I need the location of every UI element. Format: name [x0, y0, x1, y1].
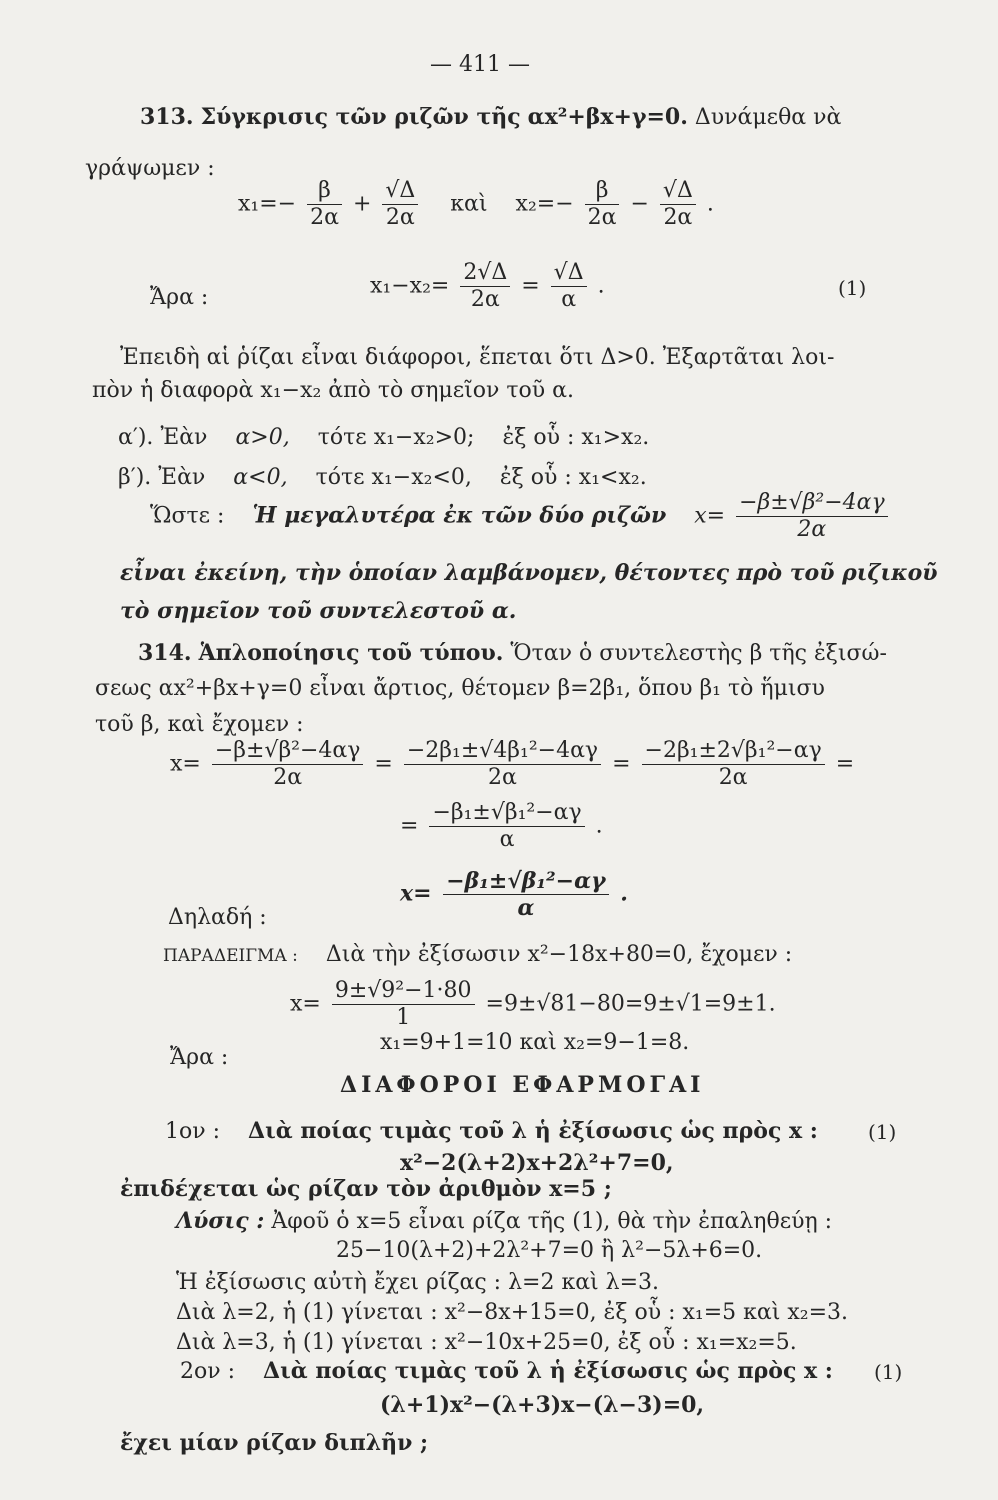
denominator: α — [499, 827, 515, 852]
section-lead: Δυνάμεθα νὰ — [694, 105, 842, 130]
case-if: Ἐὰν — [160, 425, 208, 450]
question-label: 1ον : — [165, 1119, 221, 1144]
x-equals: x= — [400, 880, 432, 907]
numerator: 9±√9²−1·80 — [332, 978, 475, 1005]
solution-label: Λύσις : — [176, 1208, 265, 1234]
conclusion-label: Ὥστε : — [150, 503, 225, 529]
paragraph-line: Ἐπειδὴ αἱ ῥίζαι εἶναι διάφοροι, ἕπεται ὅτι Δ>0. Ἐξαρτᾶται λοι- — [120, 345, 835, 370]
section-number: 314. — [138, 640, 192, 666]
page-number: — 411 — — [430, 52, 530, 77]
case-if: Ἐὰν — [158, 465, 206, 490]
paragraph-line: σεως αx²+βx+γ=0 εἶναι ἄρτιος, θέτομεν β=2β₁, ὅπου β₁ τὸ ἥμισυ — [95, 676, 825, 701]
fraction — [332, 978, 475, 1031]
denominator: α — [517, 895, 535, 921]
fraction — [212, 738, 364, 791]
word-kai: καὶ — [450, 191, 488, 217]
numerator: −β₁±√β₁²−αγ — [443, 868, 608, 895]
numerator: β — [585, 178, 620, 205]
simplified-formula-line — [400, 868, 628, 921]
x1-lhs: x₁=− — [238, 191, 297, 217]
fraction — [585, 178, 620, 231]
period: . — [595, 813, 603, 839]
case-condition: α>0, — [235, 425, 290, 450]
section-title: Ἁπλοποίησις τοῦ τύπου. — [198, 640, 504, 666]
numerator: √Δ — [382, 178, 418, 205]
numerator: 2√Δ — [460, 260, 510, 287]
section-lead-line2: γράψωμεν : — [85, 156, 215, 181]
equals-sign: = — [835, 751, 855, 777]
section-314-heading — [138, 640, 887, 667]
conclusion-line3: τὸ σημεῖον τοῦ συντελεστοῦ α. — [120, 598, 517, 624]
question-text: Διὰ ποίας τιμὰς τοῦ λ ἡ ἐξίσωσις ὡς πρὸς x : — [248, 1118, 818, 1144]
period: . — [620, 880, 628, 907]
question-text: Διὰ ποίας τιμὰς τοῦ λ ἡ ἐξίσωσις ὡς πρὸς x : — [263, 1358, 833, 1384]
conclusion-line2: εἶναι ἐκείνη, τὴν ὁποίαν λαμβάνομεν, θέτοντες πρὸ τοῦ ριζικοῦ — [120, 560, 938, 586]
question-label: 2ον : — [180, 1359, 236, 1384]
question-1-tail: ἐπιδέχεται ὡς ρίζαν τὸν ἀριθμὸν x=5 ; — [120, 1176, 612, 1202]
solution-case-1: Διὰ λ=2, ἡ (1) γίνεται : x²−8x+15=0, ἐξ οὗ : x₁=5 καὶ x₂=3. — [176, 1300, 849, 1325]
solution-equation: 25−10(λ+2)+2λ²+7=0 ἢ λ²−5λ+6=0. — [336, 1238, 763, 1263]
numerator: −β±√β²−4αγ — [212, 738, 364, 765]
solution-case-2: Διὰ λ=3, ἡ (1) γίνεται : x²−10x+25=0, ἐξ οὗ : x₁=x₂=5. — [176, 1330, 797, 1355]
x2-lhs: x₂=− — [515, 191, 574, 217]
example-text: Διὰ τὴν ἐξίσωσιν x²−18x+80=0, ἔχομεν : — [325, 942, 793, 967]
example-line — [163, 942, 792, 969]
fraction — [660, 178, 696, 231]
denominator: 2α — [470, 287, 500, 312]
section-equation: αx²+βx+γ=0. — [527, 104, 688, 130]
fraction — [382, 178, 418, 231]
section-text: Ὅταν ὁ συντελεστὴς β τῆς ἐξισώ- — [510, 641, 887, 666]
case-a-line — [118, 425, 649, 451]
question-2-tail: ἔχει μίαν ρίζαν διπλῆν ; — [120, 1430, 429, 1456]
period: . — [597, 273, 605, 299]
case-then: τότε x₁−x₂<0, — [315, 465, 472, 490]
conclusion-text: Ἡ μεγαλυτέρα ἐκ τῶν δύο ριζῶν — [252, 502, 667, 529]
numerator: −2β₁±2√β₁²−αγ — [642, 738, 825, 765]
solution-roots: Ἡ ἐξίσωσις αὐτὴ ἔχει ρίζας : λ=2 καὶ λ=3. — [176, 1270, 660, 1295]
section-number: 313. — [140, 104, 194, 130]
minus-sign: − — [630, 191, 649, 217]
numerator: √Δ — [551, 260, 587, 287]
question-2-line — [180, 1358, 833, 1385]
example-label: ΠΑΡΑΔΕΙΓΜΑ : — [163, 946, 298, 966]
solution-line — [176, 1208, 832, 1235]
diladi-label: Δηλαδή : — [168, 905, 267, 930]
equation-tag: (1) — [874, 1360, 903, 1384]
fraction — [736, 490, 888, 543]
x-equals: x= — [290, 991, 321, 1017]
denominator: 2α — [385, 205, 415, 230]
denominator: 2α — [587, 205, 617, 230]
equation-tag: (1) — [868, 1120, 897, 1144]
case-b-line — [118, 465, 647, 491]
question-2-equation: (λ+1)x²−(λ+3)x−(λ−3)=0, — [380, 1392, 705, 1418]
case-result: ἐξ οὗ : x₁>x₂. — [502, 425, 650, 450]
fraction — [429, 800, 584, 853]
case-then: τότε x₁−x₂>0; — [317, 425, 475, 450]
denominator: 2α — [718, 765, 748, 790]
fraction — [404, 738, 601, 791]
applications-heading: ΔΙΑΦΟΡΟΙ ΕΦΑΡΜΟΓΑΙ — [340, 1072, 705, 1098]
case-result: ἐξ οὗ : x₁<x₂. — [499, 465, 647, 490]
denominator: 2α — [310, 205, 339, 230]
fraction — [642, 738, 825, 791]
plus-sign: + — [352, 191, 372, 217]
derivation-line — [170, 738, 854, 791]
ara-label: Ἄρα : — [150, 285, 209, 310]
equals-sign: = — [374, 751, 393, 777]
derivation-line2 — [400, 800, 603, 853]
section-title: Σύγκρισις τῶν ριζῶν τῆς — [200, 104, 521, 130]
equals-sign: = — [400, 813, 419, 839]
numerator: −2β₁±√4β₁²−4αγ — [404, 738, 601, 765]
case-condition: α<0, — [233, 465, 288, 490]
roots-formula-line — [238, 178, 714, 231]
equation-tag: (1) — [838, 276, 867, 300]
x-equals: x= — [170, 751, 201, 777]
example-ara: Ἄρα : — [170, 1045, 229, 1070]
denominator: 2α — [273, 765, 303, 790]
denominator: 2α — [663, 205, 693, 230]
equals-sign: = — [521, 273, 540, 299]
numerator: −β±√β²−4αγ — [736, 490, 888, 517]
fraction — [307, 178, 342, 231]
fraction — [443, 868, 608, 921]
solution-text: Ἀφοῦ ὁ x=5 εἶναι ρίζα τῆς (1), θὰ τὴν ἐπαληθεύῃ : — [271, 1209, 833, 1234]
numerator: β — [307, 178, 342, 205]
question-1-line — [165, 1118, 818, 1145]
difference-lhs: x₁−x₂= — [370, 273, 450, 299]
numerator: √Δ — [660, 178, 696, 205]
example-computation — [290, 978, 776, 1031]
case-label: β′). — [118, 465, 152, 490]
difference-formula-line — [370, 260, 605, 313]
question-1-equation: x²−2(λ+2)x+2λ²+7=0, — [400, 1150, 674, 1176]
case-label: α′). — [118, 425, 154, 450]
denominator: 1 — [396, 1005, 411, 1030]
example-roots: x₁=9+1=10 καὶ x₂=9−1=8. — [380, 1030, 690, 1055]
equals-sign: = — [612, 751, 631, 777]
conclusion-line — [150, 490, 892, 543]
denominator: 2α — [797, 517, 827, 542]
fraction — [551, 260, 587, 313]
paragraph-line: τοῦ β, καὶ ἔχομεν : — [95, 712, 304, 737]
section-313-heading — [140, 104, 841, 131]
denominator: α — [561, 287, 577, 312]
period: . — [706, 191, 714, 217]
numerator: −β₁±√β₁²−αγ — [429, 800, 584, 827]
conclusion-x: x= — [694, 503, 726, 529]
fraction — [460, 260, 510, 313]
computation-rest: =9±√81−80=9±√1=9±1. — [485, 991, 776, 1017]
paragraph-line: πὸν ἡ διαφορὰ x₁−x₂ ἀπὸ τὸ σημεῖον τοῦ α. — [92, 378, 575, 403]
denominator: 2α — [488, 765, 517, 790]
